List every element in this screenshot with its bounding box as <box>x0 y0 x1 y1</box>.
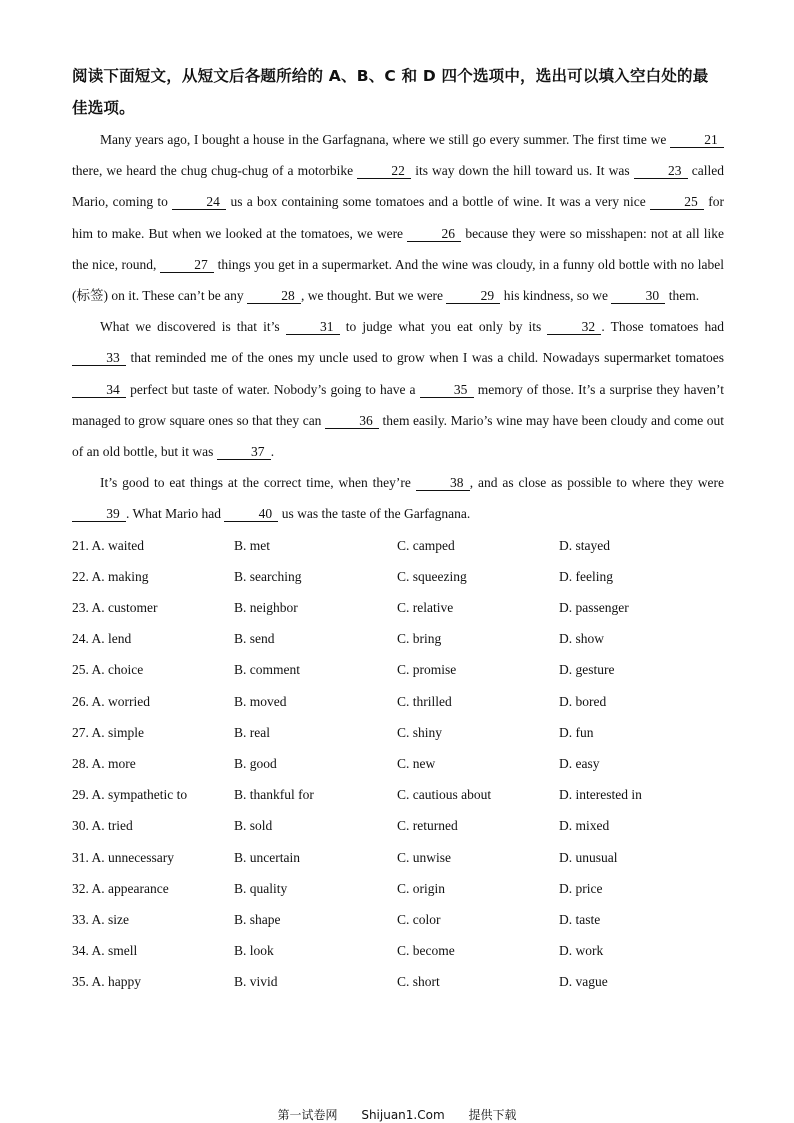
passage-text: there, we heard the chug chug-chug of a motorbike <box>72 163 358 179</box>
option-cell <box>397 873 559 904</box>
passage-text: us a box containing some tomatoes and a bottle of wine. It was a very nice <box>226 194 650 210</box>
option-cell <box>397 592 559 623</box>
document-page <box>72 60 724 997</box>
option-d: D. gesture <box>559 662 615 678</box>
blank-24: 24 <box>172 195 226 210</box>
option-b: B. sold <box>234 818 273 834</box>
page-footer <box>0 1106 794 1123</box>
option-cell <box>559 779 724 810</box>
option-cell <box>234 966 397 997</box>
option-cell <box>234 810 397 841</box>
option-c: C. shiny <box>397 724 443 740</box>
passage-text: them. <box>665 288 700 304</box>
option-a: A. sympathetic to <box>91 787 188 803</box>
question-row <box>72 592 724 623</box>
option-cell <box>559 935 724 966</box>
passage-text: perfect but taste of water. Nobody’s going to have a <box>126 381 420 397</box>
passage-text: because they were so misshapen: not at all like the nice, round, <box>72 225 724 272</box>
option-cell <box>234 842 397 873</box>
question-row <box>72 561 724 592</box>
option-cell <box>559 530 724 561</box>
option-cell <box>72 779 234 810</box>
question-number: 25. <box>72 662 89 678</box>
option-d: D. easy <box>559 755 600 771</box>
option-cell <box>72 966 234 997</box>
question-row <box>72 810 724 841</box>
option-cell <box>234 686 397 717</box>
option-d: D. stayed <box>559 537 610 553</box>
passage-paragraph <box>72 124 724 311</box>
option-cell <box>559 717 724 748</box>
question-number: 32. <box>72 880 89 896</box>
option-c: C. color <box>397 911 441 927</box>
option-d: D. price <box>559 880 603 896</box>
option-c: C. returned <box>397 818 458 834</box>
option-b: B. send <box>234 631 275 647</box>
blank-38: 38 <box>416 476 470 491</box>
passage-text: , we thought. But we were <box>300 288 447 304</box>
option-cell <box>72 810 234 841</box>
blank-22: 22 <box>357 164 411 179</box>
option-cell <box>559 654 724 685</box>
blank-25: 25 <box>650 195 704 210</box>
option-cell <box>559 748 724 779</box>
footer-site-url[interactable]: Shijuan1.Com <box>361 1108 445 1122</box>
question-number: 22. <box>72 568 89 584</box>
question-row <box>72 779 724 810</box>
option-a: A. making <box>91 568 149 584</box>
option-d: D. vague <box>559 974 608 990</box>
blank-23: 23 <box>634 164 688 179</box>
instruction-heading: 阅读下面短文，从短文后各题所给的 A、B、C 和 D 四个选项中，选出可以填入空白处的最佳选项。 <box>72 67 709 117</box>
question-number: 23. <box>72 600 89 616</box>
question-row <box>72 654 724 685</box>
passage-text: for him to make. But when we looked at the tomatoes, we were <box>72 194 724 241</box>
option-d: D. mixed <box>559 818 610 834</box>
passage-text: . Those tomatoes had <box>601 319 724 335</box>
question-number: 30. <box>72 818 89 834</box>
passage-text: called Mario, coming to <box>72 163 724 210</box>
option-cell <box>397 748 559 779</box>
question-row <box>72 935 724 966</box>
option-a: A. simple <box>91 724 145 740</box>
option-cell <box>397 717 559 748</box>
option-d: D. work <box>559 943 604 959</box>
option-cell <box>559 873 724 904</box>
question-number: 27. <box>72 724 89 740</box>
blank-35: 35 <box>420 383 474 398</box>
question-number: 28. <box>72 755 89 771</box>
option-d: D. show <box>559 631 605 647</box>
question-row <box>72 530 724 561</box>
option-cell <box>234 623 397 654</box>
question-number: 31. <box>72 849 89 865</box>
option-a: A. appearance <box>91 880 169 896</box>
passage-text: Many years ago, I bought a house in the Garfagnana, where we still go every summer. The first time we <box>100 132 670 147</box>
option-c: C. short <box>397 974 440 990</box>
passage-paragraph <box>72 311 724 467</box>
option-c: C. relative <box>397 600 454 616</box>
option-cell <box>234 779 397 810</box>
option-cell <box>397 686 559 717</box>
option-cell <box>234 873 397 904</box>
blank-27: 27 <box>160 258 214 273</box>
option-cell <box>72 623 234 654</box>
blank-31: 31 <box>286 320 340 335</box>
option-a: A. happy <box>91 974 142 990</box>
option-c: C. unwise <box>397 849 451 865</box>
option-c: C. new <box>397 755 436 771</box>
option-b: B. uncertain <box>234 849 300 865</box>
question-number: 26. <box>72 693 89 709</box>
question-row <box>72 842 724 873</box>
option-cell <box>72 935 234 966</box>
option-c: C. origin <box>397 880 446 896</box>
question-row <box>72 623 724 654</box>
question-row <box>72 686 724 717</box>
question-row <box>72 748 724 779</box>
option-cell <box>234 717 397 748</box>
option-a: A. worried <box>91 693 150 709</box>
question-row <box>72 873 724 904</box>
option-cell <box>397 810 559 841</box>
option-b: B. good <box>234 755 277 771</box>
option-cell <box>397 530 559 561</box>
option-cell <box>234 592 397 623</box>
option-cell <box>559 686 724 717</box>
option-cell <box>397 654 559 685</box>
option-cell <box>397 904 559 935</box>
option-cell <box>234 935 397 966</box>
option-d: D. interested in <box>559 787 642 803</box>
blank-36: 36 <box>325 414 379 429</box>
footer-site-name: 第一试卷网 <box>277 1108 338 1122</box>
option-cell <box>559 592 724 623</box>
option-b: B. real <box>234 724 270 740</box>
option-b: B. moved <box>234 693 287 709</box>
option-b: B. thankful for <box>234 787 314 803</box>
passage-text: memory of those. It’s a surprise they haven’t managed to grow square ones so that they can <box>72 381 724 428</box>
blank-34: 34 <box>72 383 126 398</box>
option-b: B. comment <box>234 662 300 678</box>
option-cell <box>234 904 397 935</box>
option-cell <box>397 842 559 873</box>
option-cell <box>72 873 234 904</box>
option-cell <box>397 779 559 810</box>
question-number: 21. <box>72 537 89 553</box>
question-number: 33. <box>72 911 89 927</box>
option-cell <box>397 935 559 966</box>
option-cell <box>72 842 234 873</box>
footer-download: 提供下载 <box>468 1108 517 1122</box>
option-a: A. waited <box>91 537 144 553</box>
option-cell <box>72 530 234 561</box>
option-c: C. bring <box>397 631 442 647</box>
option-cell <box>234 530 397 561</box>
option-cell <box>559 966 724 997</box>
question-row <box>72 717 724 748</box>
passage-text: , and as close as possible to where they were <box>469 475 724 491</box>
option-cell <box>234 561 397 592</box>
passage-paragraph <box>72 467 724 529</box>
option-cell <box>559 623 724 654</box>
question-number: 35. <box>72 974 89 990</box>
passage-text: What we discovered is that it’s <box>100 319 286 335</box>
option-d: D. feeling <box>559 568 613 584</box>
option-a: A. size <box>91 911 130 927</box>
option-cell <box>559 842 724 873</box>
option-cell <box>72 654 234 685</box>
option-b: B. vivid <box>234 974 278 990</box>
option-d: D. passenger <box>559 600 629 616</box>
passage-text: It’s good to eat things at the correct time, when they’re <box>100 475 416 491</box>
question-row <box>72 904 724 935</box>
passage-text: . What Mario had <box>126 506 225 522</box>
option-c: C. squeezing <box>397 568 467 584</box>
option-cell <box>72 748 234 779</box>
option-cell <box>397 966 559 997</box>
blank-26: 26 <box>407 227 461 242</box>
passage-text: us was the taste of the Garfagnana. <box>278 506 471 522</box>
option-cell <box>397 623 559 654</box>
option-d: D. unusual <box>559 849 618 865</box>
option-cell <box>559 561 724 592</box>
option-a: A. choice <box>91 662 144 678</box>
passage-text: . <box>270 444 275 460</box>
option-cell <box>72 561 234 592</box>
passage-text: that reminded me of the ones my uncle used to grow when I was a child. Nowadays supermarket tomatoes <box>126 350 724 366</box>
option-cell <box>234 748 397 779</box>
passage-text: things you get in a supermarket. And the wine was cloudy, in a funny old bottle with no label (标签) on it. These can’t be any <box>72 256 724 304</box>
question-row <box>72 966 724 997</box>
option-cell <box>234 654 397 685</box>
passage-text: them easily. Mario’s wine may have been cloudy and come out of an old bottle, but it was <box>72 412 724 460</box>
cloze-passage <box>72 124 724 530</box>
option-cell <box>397 561 559 592</box>
option-d: D. bored <box>559 693 607 709</box>
blank-30: 30 <box>611 289 665 304</box>
question-number: 24. <box>72 631 89 647</box>
blank-40: 40 <box>224 507 278 522</box>
option-cell <box>72 904 234 935</box>
blank-39: 39 <box>72 507 126 522</box>
option-d: D. taste <box>559 911 601 927</box>
option-a: A. smell <box>91 943 138 959</box>
question-number: 34. <box>72 943 89 959</box>
option-c: C. cautious about <box>397 787 492 803</box>
option-b: B. met <box>234 537 270 553</box>
option-a: A. more <box>91 755 136 771</box>
passage-text: to judge what you eat only by its <box>339 319 548 335</box>
option-b: B. look <box>234 943 274 959</box>
option-b: B. shape <box>234 911 281 927</box>
passage-text: its way down the hill toward us. It was <box>411 163 634 179</box>
passage-text: his kindness, so we <box>500 288 612 304</box>
option-a: A. lend <box>91 631 132 647</box>
option-d: D. fun <box>559 724 594 740</box>
question-options <box>72 530 724 998</box>
option-b: B. quality <box>234 880 288 896</box>
option-cell <box>72 686 234 717</box>
option-cell <box>72 717 234 748</box>
option-c: C. camped <box>397 537 455 553</box>
blank-33: 33 <box>72 351 126 366</box>
option-cell <box>72 592 234 623</box>
option-a: A. tried <box>91 818 133 834</box>
blank-37: 37 <box>217 445 271 460</box>
blank-29: 29 <box>446 289 500 304</box>
blank-32: 32 <box>547 320 601 335</box>
option-b: B. searching <box>234 568 302 584</box>
option-b: B. neighbor <box>234 600 298 616</box>
option-cell <box>559 904 724 935</box>
option-a: A. unnecessary <box>91 849 174 865</box>
question-number: 29. <box>72 787 89 803</box>
option-a: A. customer <box>91 600 158 616</box>
blank-28: 28 <box>247 289 301 304</box>
option-cell <box>559 810 724 841</box>
option-c: C. promise <box>397 662 457 678</box>
option-c: C. thrilled <box>397 693 452 709</box>
blank-21: 21 <box>670 133 724 148</box>
option-c: C. become <box>397 943 455 959</box>
